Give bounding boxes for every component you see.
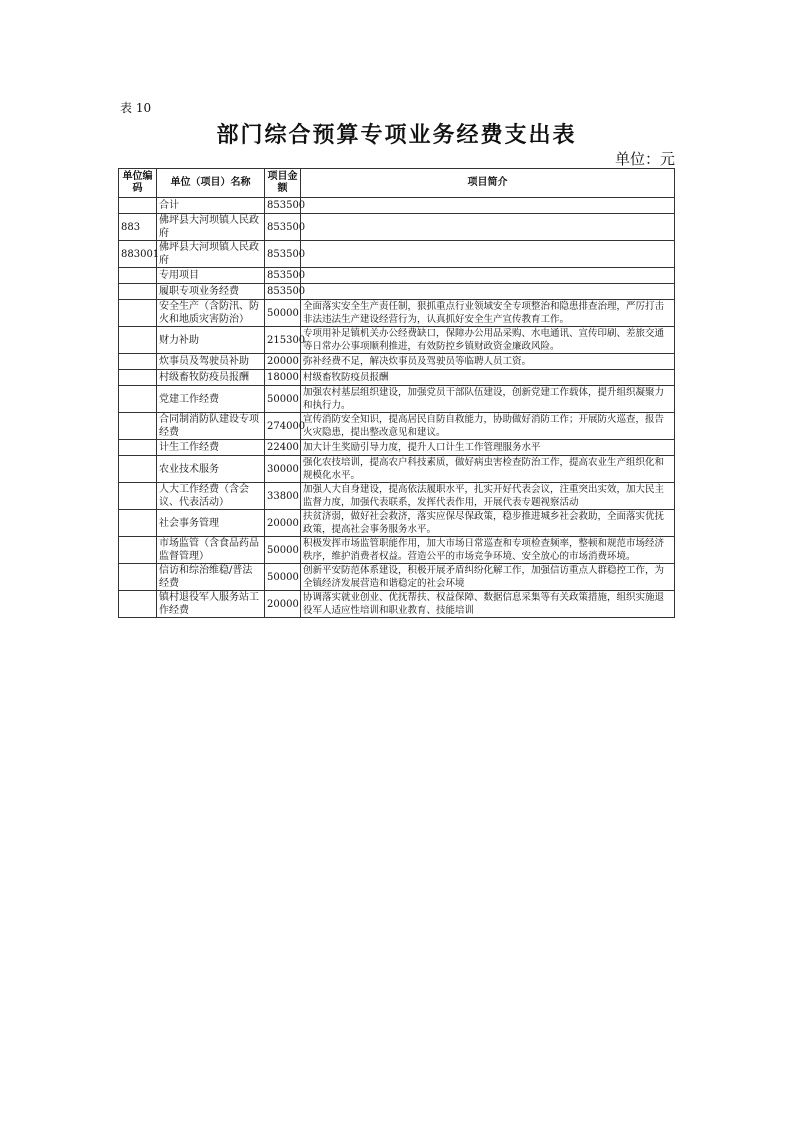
header-name: 单位（项目）名称 xyxy=(157,169,265,198)
table-row xyxy=(119,564,675,591)
cell-code xyxy=(119,268,157,284)
cell-amount: 853500 xyxy=(265,241,301,268)
cell-name: 安全生产（含防汛、防火和地质灾害防治） xyxy=(157,300,265,327)
header-code: 单位编码 xyxy=(119,169,157,198)
table-row xyxy=(119,284,675,300)
cell-amount: 50000 xyxy=(265,300,301,327)
cell-code xyxy=(119,198,157,214)
cell-code: 883001 xyxy=(119,241,157,268)
cell-amount: 50000 xyxy=(265,386,301,413)
table-header-row xyxy=(119,169,675,198)
cell-description: 宣传消防安全知识，提高居民自防自救能力，协助做好消防工作；开展防火巡查，报告火灾隐患，提出整改意见和建议。 xyxy=(301,413,675,440)
cell-name: 财力补助 xyxy=(157,327,265,354)
table-body xyxy=(119,198,675,618)
page-title: 部门综合预算专项业务经费支出表 xyxy=(216,122,577,148)
cell-description: 加强人大自身建设，提高依法履职水平，扎实开好代表会议，注重突出实效，加大民主监督力度，加强代表联系，发挥代表作用，开展代表专题视察活动 xyxy=(301,483,675,510)
cell-description: 专项用补足镇机关办公经费缺口，保障办公用品采购、水电通讯、宣传印刷、差旅交通等日常办公事项顺利推进，有效防控乡镇财政资金廉政风险。 xyxy=(301,327,675,354)
cell-name: 计生工作经费 xyxy=(157,440,265,456)
cell-code xyxy=(119,591,157,618)
cell-name: 党建工作经费 xyxy=(157,386,265,413)
cell-description: 协调落实就业创业、优抚帮扶、权益保障、数据信息采集等有关政策措施，组织实施退役军人适应性培训和职业教育、技能培训 xyxy=(301,591,675,618)
cell-code xyxy=(119,564,157,591)
cell-code xyxy=(119,413,157,440)
cell-name: 履职专项业务经费 xyxy=(157,284,265,300)
cell-code xyxy=(119,456,157,483)
cell-amount: 853500 xyxy=(265,214,301,241)
cell-amount: 215300 xyxy=(265,327,301,354)
table-row xyxy=(119,440,675,456)
table-row xyxy=(119,268,675,284)
table-row xyxy=(119,354,675,370)
cell-code xyxy=(119,440,157,456)
cell-amount: 50000 xyxy=(265,537,301,564)
table-row xyxy=(119,386,675,413)
cell-description: 创新平安防范体系建设，积极开展矛盾纠纷化解工作，加强信访重点人群稳控工作，为全镇经济发展营造和谐稳定的社会环境 xyxy=(301,564,675,591)
cell-amount: 20000 xyxy=(265,354,301,370)
table-row xyxy=(119,537,675,564)
cell-amount: 18000 xyxy=(265,370,301,386)
table-row xyxy=(119,483,675,510)
cell-name: 人大工作经费（含会议、代表活动） xyxy=(157,483,265,510)
unit-label: 单位：元 xyxy=(614,150,675,168)
cell-amount: 50000 xyxy=(265,564,301,591)
cell-name: 农业技术服务 xyxy=(157,456,265,483)
cell-name: 合计 xyxy=(157,198,265,214)
cell-description xyxy=(301,241,675,268)
cell-amount: 33800 xyxy=(265,483,301,510)
cell-description: 加大计生奖励引导力度，提升人口计生工作管理服务水平 xyxy=(301,440,675,456)
cell-amount: 22400 xyxy=(265,440,301,456)
cell-code xyxy=(119,300,157,327)
cell-name: 村级畜牧防疫员报酬 xyxy=(157,370,265,386)
cell-name: 专用项目 xyxy=(157,268,265,284)
table-row xyxy=(119,214,675,241)
table-row xyxy=(119,241,675,268)
cell-name: 社会事务管理 xyxy=(157,510,265,537)
cell-amount: 853500 xyxy=(265,198,301,214)
table-row xyxy=(119,198,675,214)
cell-description: 弥补经费不足，解决炊事员及驾驶员等临聘人员工资。 xyxy=(301,354,675,370)
cell-description xyxy=(301,214,675,241)
cell-amount: 20000 xyxy=(265,591,301,618)
table-row xyxy=(119,510,675,537)
cell-name: 市场监管（含食品药品监督管理） xyxy=(157,537,265,564)
cell-name: 信访和综治维稳/普法经费 xyxy=(157,564,265,591)
header-amount: 项目金额 xyxy=(265,169,301,198)
table-row xyxy=(119,413,675,440)
cell-code xyxy=(119,284,157,300)
cell-amount: 20000 xyxy=(265,510,301,537)
cell-description xyxy=(301,198,675,214)
table-number: 表 10 xyxy=(120,101,152,115)
cell-name: 炊事员及驾驶员补助 xyxy=(157,354,265,370)
cell-description xyxy=(301,284,675,300)
cell-amount: 30000 xyxy=(265,456,301,483)
cell-name: 佛坪县大河坝镇人民政府 xyxy=(157,241,265,268)
cell-code xyxy=(119,483,157,510)
table-row xyxy=(119,370,675,386)
cell-name: 佛坪县大河坝镇人民政府 xyxy=(157,214,265,241)
cell-amount: 853500 xyxy=(265,268,301,284)
cell-description: 加强农村基层组织建设，加强党员干部队伍建设，创新党建工作载体，提升组织凝聚力和执行力。 xyxy=(301,386,675,413)
cell-name: 镇村退役军人服务站工作经费 xyxy=(157,591,265,618)
cell-code xyxy=(119,327,157,354)
cell-amount: 853500 xyxy=(265,284,301,300)
cell-description: 村级畜牧防疫员报酬 xyxy=(301,370,675,386)
cell-code xyxy=(119,354,157,370)
cell-code xyxy=(119,386,157,413)
table-row xyxy=(119,591,675,618)
cell-code xyxy=(119,510,157,537)
cell-code: 883 xyxy=(119,214,157,241)
cell-description: 强化农技培训，提高农户科技素质，做好病虫害检查防治工作，提高农业生产组织化和规模化水平。 xyxy=(301,456,675,483)
cell-name: 合同制消防队建设专项经费 xyxy=(157,413,265,440)
table-row xyxy=(119,456,675,483)
cell-description: 全面落实安全生产责任制，狠抓重点行业领域安全专项整治和隐患排查治理，严厉打击非法违法生产建设经营行为，认真抓好安全生产宣传教育工作。 xyxy=(301,300,675,327)
table-row xyxy=(119,300,675,327)
cell-description: 积极发挥市场监管职能作用，加大市场日常巡查和专项检查频率，整顿和规范市场经济秩序，维护消费者权益。营造公平的市场竞争环境、安全放心的市场消费环境。 xyxy=(301,537,675,564)
table-row xyxy=(119,327,675,354)
header-description: 项目简介 xyxy=(301,169,675,198)
cell-code xyxy=(119,370,157,386)
cell-code xyxy=(119,537,157,564)
budget-table xyxy=(118,168,675,618)
cell-description: 扶贫济弱，做好社会救济，落实应保尽保政策，稳步推进城乡社会救助，全面落实优抚政策，提高社会事务服务水平。 xyxy=(301,510,675,537)
cell-amount: 274000 xyxy=(265,413,301,440)
cell-description xyxy=(301,268,675,284)
